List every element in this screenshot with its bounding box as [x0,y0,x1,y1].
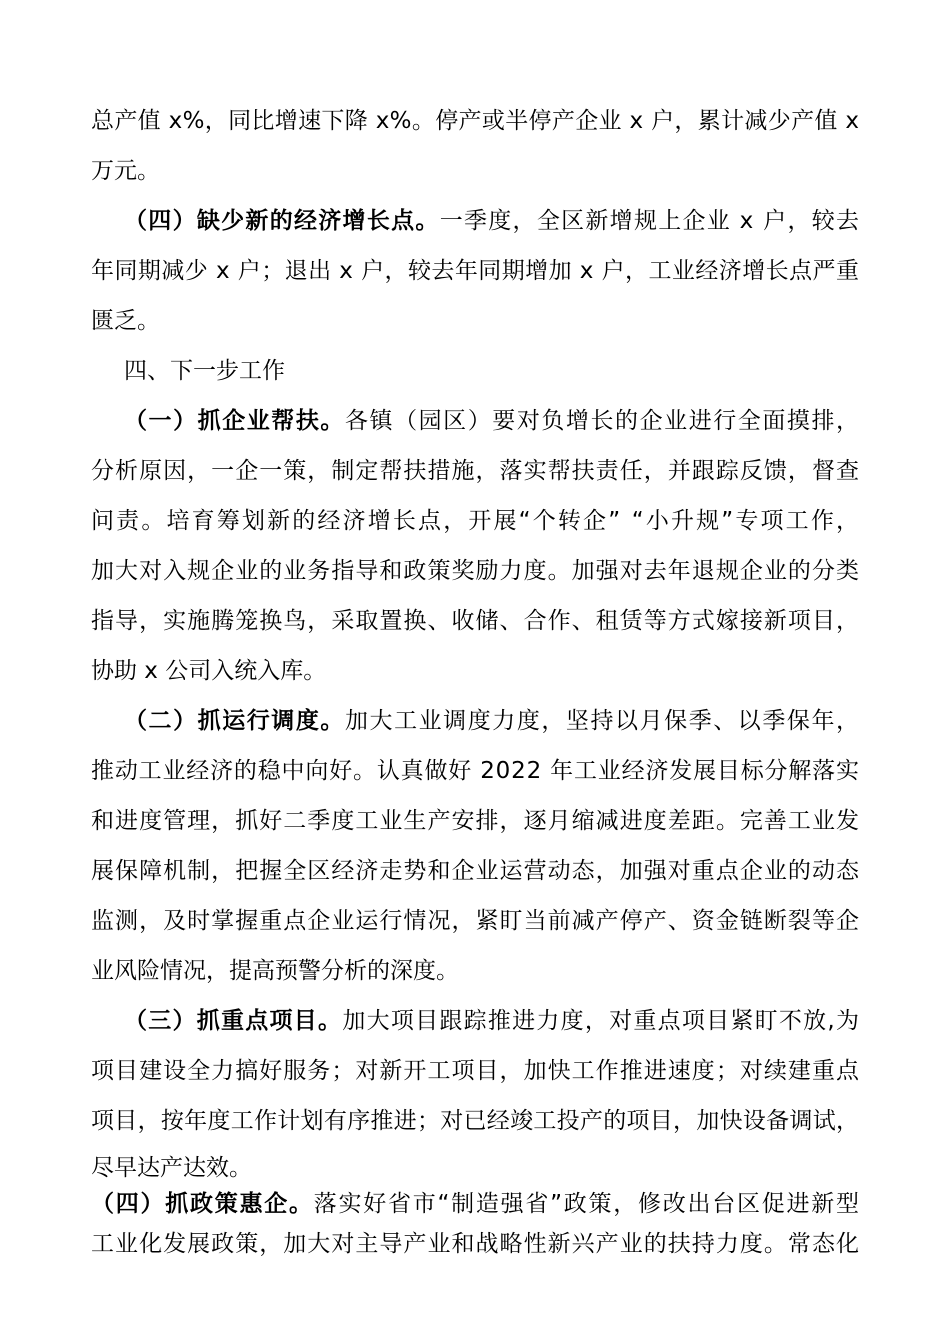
text-segment: 项目建设全力搞好服务；对新开工项目，加快工作推进速度；对续建重点 [91,1058,861,1084]
text-line [91,856,859,886]
section-title [124,356,859,386]
text-segment: 尽早达产达效。 [91,1155,252,1181]
text-line [91,806,859,836]
text-segment: 年同期减少 x 户；退出 x 户，较去年同期增加 x 户，工业经济增长点严重 [91,258,860,284]
text-line [91,106,859,136]
section-heading: （三）抓重点项目。 [124,1008,343,1034]
text-segment: 指导，实施腾笼换鸟，采取置换、收储、合作、租赁等方式嫁接新项目， [91,608,861,634]
text-line [91,1106,859,1136]
section-heading: （四）抓政策惠企。 [91,1191,314,1217]
text-segment: 和进度管理，抓好二季度工业生产安排，逐月缩减进度差距。完善工业发 [91,808,861,834]
text-line [91,906,859,936]
text-segment: 四、下一步工作 [124,358,285,384]
text-line [91,656,859,686]
text-line [91,606,859,636]
text-line [91,756,859,786]
text-segment: 各镇（园区）要对负增长的企业进行全面摸排， [344,408,861,434]
text-line [91,1056,859,1086]
text-segment: 推动工业经济的稳中向好。认真做好 2022 年工业经济发展目标分解落实 [91,758,860,784]
text-line [91,256,859,286]
text-segment: 分析原因，一企一策，制定帮扶措施，落实帮扶责任，并跟踪反馈，督查 [91,458,861,484]
text-line [91,306,859,336]
text-line [124,706,859,736]
text-segment: 万元。 [91,158,160,184]
section-heading: （二）抓运行调度。 [124,708,345,734]
text-segment: 落实好省市“制造强省”政策，修改出台区促进新型 [313,1191,861,1217]
text-line [124,1006,859,1036]
text-line [91,1229,859,1259]
text-segment: 业风险情况，提高预警分析的深度。 [91,958,459,984]
text-segment: 加大项目跟踪推进力度，对重点项目紧盯不放,为 [342,1008,861,1034]
text-line [91,506,862,536]
section-heading: （一）抓企业帮扶。 [124,408,345,434]
text-segment: 展保障机制，把握全区经济走势和企业运营动态，加强对重点企业的动态 [91,858,861,884]
text-line [91,556,859,586]
text-segment: 协助 x 公司入统入库。 [91,658,327,684]
text-segment: 项目，按年度工作计划有序推进；对已经竣工投产的项目，加快设备调试， [91,1108,860,1134]
section-heading: （四）缺少新的经济增长点。 [124,208,440,234]
text-line [124,206,859,236]
text-segment: 一季度，全区新增规上企业 x 户，较去 [439,208,861,234]
text-line [91,456,859,486]
text-segment: 工业化发展政策，加大对主导产业和战略性新兴产业的扶持力度。常态化 [91,1231,861,1257]
text-segment: 加大对入规企业的业务指导和政策奖励力度。加强对去年退规企业的分类 [91,558,861,584]
text-line [91,156,859,186]
text-segment: 监测，及时掌握重点企业运行情况，紧盯当前减产停产、资金链断裂等企 [91,908,861,934]
text-segment: 问责。培育筹划新的经济增长点，开展“个转企” “小升规”专项工作， [91,508,862,534]
text-line [91,1153,859,1183]
text-line [91,1189,859,1219]
text-segment: 总产值 x%，同比增速下降 x%。停产或半停产企业 x 户，累计减少产值 x [91,108,860,134]
text-segment: 匮乏。 [91,308,160,334]
text-line [124,406,859,436]
text-segment: 加大工业调度力度，坚持以月保季、以季保年， [344,708,861,734]
text-line [91,956,859,986]
